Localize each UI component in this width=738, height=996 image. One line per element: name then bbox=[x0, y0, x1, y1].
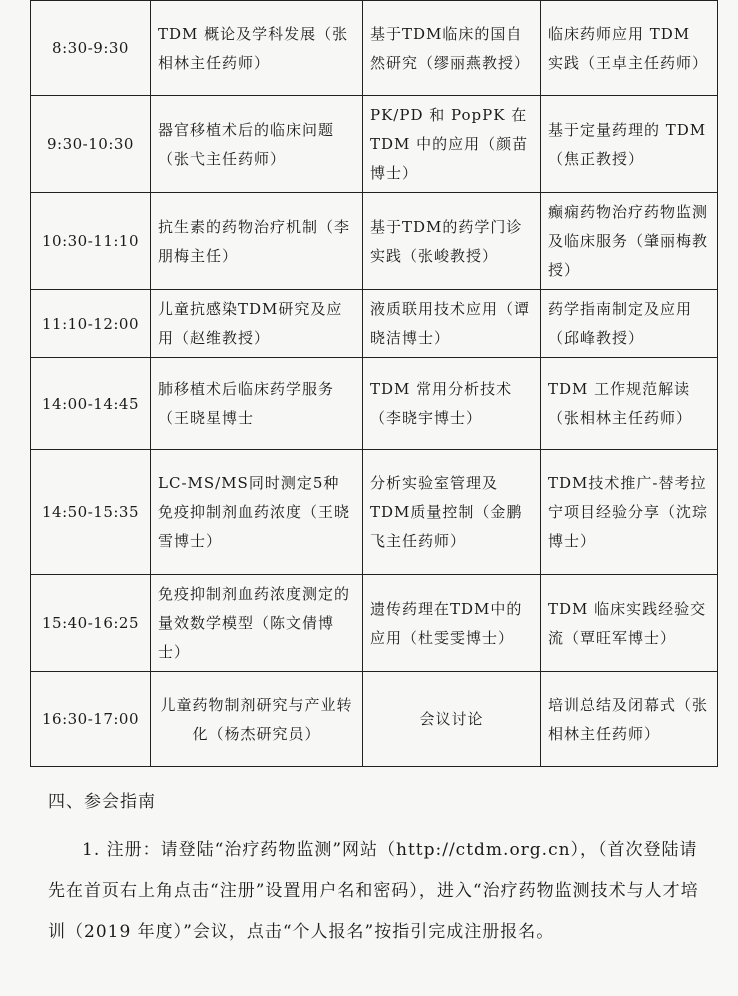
session-cell: 基于TDM的药学门诊实践（张峻教授） bbox=[363, 193, 541, 290]
session-cell: 临床药师应用 TDM 实践（王卓主任药师） bbox=[541, 1, 718, 96]
session-cell: 分析实验室管理及TDM质量控制（金鹏飞主任药师） bbox=[363, 450, 541, 575]
session-cell: 癫痫药物治疗药物监测及临床服务（肇丽梅教授） bbox=[541, 193, 718, 290]
time-cell: 9:30-10:30 bbox=[31, 96, 151, 193]
session-cell: 器官移植术后的临床问题（张弋主任药师） bbox=[151, 96, 363, 193]
session-cell: 儿童抗感染TDM研究及应用（赵维教授） bbox=[151, 290, 363, 358]
session-cell: 抗生素的药物治疗机制（李朋梅主任） bbox=[151, 193, 363, 290]
table-row bbox=[31, 358, 718, 450]
session-cell: TDM 工作规范解读（张相林主任药师） bbox=[541, 358, 718, 450]
session-cell: 肺移植术后临床药学服务（王晓星博士 bbox=[151, 358, 363, 450]
session-cell: TDM 常用分析技术（李晓宇博士） bbox=[363, 358, 541, 450]
session-cell: LC-MS/MS同时测定5种免疫抑制剂血药浓度（王晓雪博士） bbox=[151, 450, 363, 575]
time-cell: 14:50-15:35 bbox=[31, 450, 151, 575]
session-cell: TDM 概论及学科发展（张相林主任药师） bbox=[151, 1, 363, 96]
time-cell: 8:30-9:30 bbox=[31, 1, 151, 96]
session-cell: TDM 临床实践经验交流（覃旺军博士） bbox=[541, 575, 718, 672]
session-cell: 基于TDM临床的国自然研究（缪丽燕教授） bbox=[363, 1, 541, 96]
table-row bbox=[31, 575, 718, 672]
table-row bbox=[31, 290, 718, 358]
session-cell: 会议讨论 bbox=[363, 672, 541, 767]
time-cell: 14:00-14:45 bbox=[31, 358, 151, 450]
session-cell: 培训总结及闭幕式（张相林主任药师） bbox=[541, 672, 718, 767]
schedule-table bbox=[30, 0, 718, 767]
session-cell: TDM技术推广-替考拉宁项目经验分享（沈琮博士） bbox=[541, 450, 718, 575]
table-row bbox=[31, 193, 718, 290]
table-row bbox=[31, 1, 718, 96]
time-cell: 16:30-17:00 bbox=[31, 672, 151, 767]
registration-paragraph: 1. 注册：请登陆“治疗药物监测”网站（http://ctdm.org.cn），（首次登陆请先在首页右上角点击“注册”设置用户名和密码），进入“治疗药物监测技术与人才培训（2019 年度）”会议，点击“个人报名”按指引完成注册报名。 bbox=[48, 840, 699, 942]
session-cell: PK/PD 和 PopPK 在 TDM 中的应用（颜苗博士） bbox=[363, 96, 541, 193]
table-row bbox=[31, 450, 718, 575]
session-cell: 液质联用技术应用（谭晓洁博士） bbox=[363, 290, 541, 358]
session-cell: 免疫抑制剂血药浓度测定的量效数学模型（陈文倩博士） bbox=[151, 575, 363, 672]
time-cell: 11:10-12:00 bbox=[31, 290, 151, 358]
session-cell: 儿童药物制剂研究与产业转化（杨杰研究员） bbox=[151, 672, 363, 767]
table-row bbox=[31, 672, 718, 767]
session-cell: 遗传药理在TDM中的应用（杜雯雯博士） bbox=[363, 575, 541, 672]
time-cell: 15:40-16:25 bbox=[31, 575, 151, 672]
session-cell: 药学指南制定及应用（邱峰教授） bbox=[541, 290, 718, 358]
section-heading: 四、参会指南 bbox=[48, 792, 156, 812]
table-row bbox=[31, 96, 718, 193]
time-cell: 10:30-11:10 bbox=[31, 193, 151, 290]
session-cell: 基于定量药理的 TDM（焦正教授） bbox=[541, 96, 718, 193]
